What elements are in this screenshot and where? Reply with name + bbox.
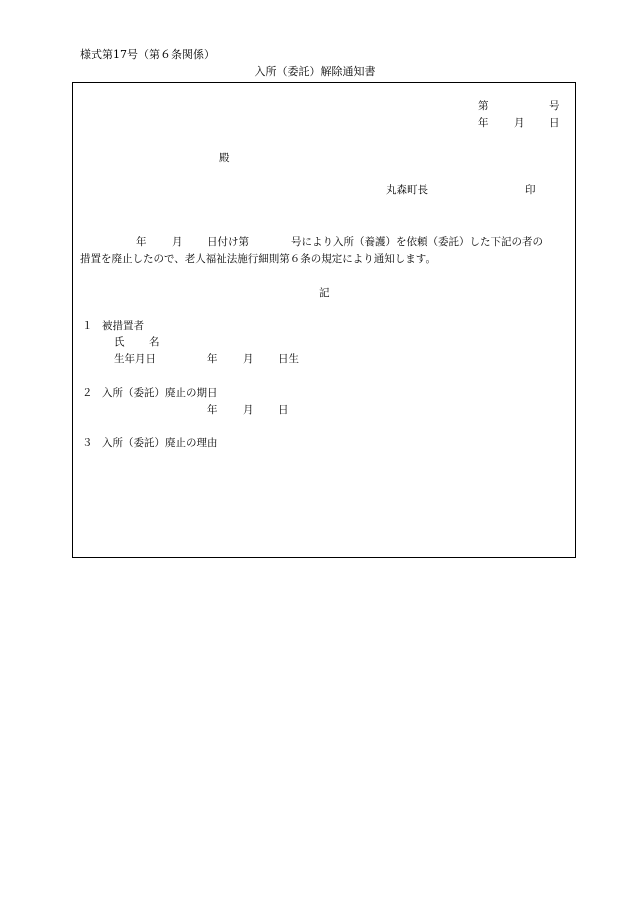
item1-birth-year: 年 bbox=[207, 353, 218, 365]
item2-number: ２ bbox=[82, 387, 93, 399]
sender-title: 丸森町長 bbox=[386, 184, 428, 196]
body-line1-rest: 号により入所（養護）を依頼（委託）した下記の者の bbox=[291, 236, 543, 248]
item1-birth-label: 生年月日 bbox=[114, 353, 156, 365]
record-heading: 記 bbox=[319, 287, 330, 299]
item2-year: 年 bbox=[207, 404, 218, 416]
item2-label: 入所（委託）廃止の期日 bbox=[102, 387, 218, 399]
body-month: 月 bbox=[172, 236, 183, 248]
item1-number: １ bbox=[82, 320, 93, 332]
body-date-reference: 日付け第 bbox=[207, 236, 249, 248]
addressee-honorific: 殿 bbox=[219, 152, 230, 164]
sender-seal: 印 bbox=[525, 184, 536, 196]
form-number: 様式第17号（第６条関係） bbox=[80, 48, 215, 61]
item1-label: 被措置者 bbox=[102, 320, 144, 332]
form-frame bbox=[72, 82, 576, 558]
body-year: 年 bbox=[136, 236, 147, 248]
item3-label: 入所（委託）廃止の理由 bbox=[102, 437, 218, 449]
doc-number-suffix: 号 bbox=[549, 100, 560, 112]
item1-name-label-a: 氏 bbox=[114, 336, 125, 348]
body-line2: 措置を廃止したので、老人福祉法施行細則第６条の規定により通知します。 bbox=[80, 253, 436, 265]
item2-month: 月 bbox=[243, 404, 254, 416]
item1-birth-day: 日生 bbox=[278, 353, 299, 365]
item3-number: ３ bbox=[82, 437, 93, 449]
document-title: 入所（委託）解除通知書 bbox=[254, 65, 376, 78]
item1-name-label-b: 名 bbox=[149, 336, 160, 348]
item1-birth-month: 月 bbox=[243, 353, 254, 365]
doc-date-year: 年 bbox=[478, 117, 489, 129]
doc-date-day: 日 bbox=[549, 117, 560, 129]
doc-date-month: 月 bbox=[514, 117, 525, 129]
item2-day: 日 bbox=[278, 404, 289, 416]
doc-number-prefix: 第 bbox=[478, 100, 489, 112]
